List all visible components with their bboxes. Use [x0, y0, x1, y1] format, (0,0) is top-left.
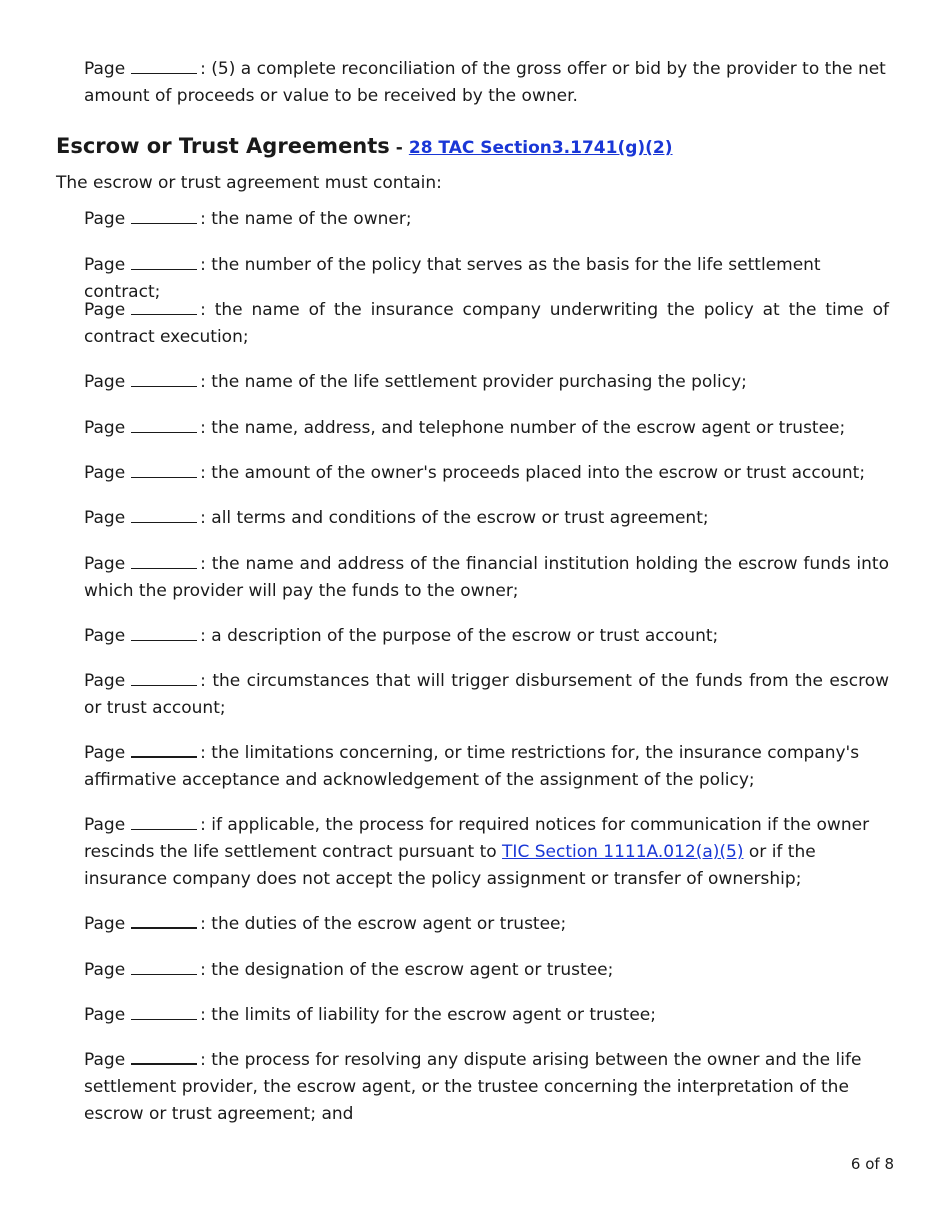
checklist-item [84, 505, 889, 532]
page-label: Page [84, 671, 126, 691]
page-number-blank[interactable] [131, 416, 197, 433]
page-label: Page [84, 508, 126, 528]
page-label: Page [84, 626, 126, 646]
page-footer-number: 6 of 8 [850, 1155, 894, 1173]
checklist-item [84, 668, 889, 722]
item-text: : the designation of the escrow agent or trustee; [200, 960, 614, 980]
section-title: Escrow or Trust Agreements [56, 134, 390, 158]
page-number-blank[interactable] [131, 370, 197, 387]
section-intro: The escrow or trust agreement must contain: [56, 173, 442, 193]
page-number-blank[interactable] [131, 253, 197, 270]
page-label: Page [84, 1050, 126, 1070]
page-number-blank[interactable] [131, 57, 197, 74]
checklist-item [84, 56, 889, 110]
checklist-item [84, 415, 889, 442]
item-text: : the limits of liability for the escrow agent or trustee; [200, 1005, 656, 1025]
page-label: Page [84, 815, 126, 835]
page-label: Page [84, 743, 126, 763]
page-label: Page [84, 372, 126, 392]
page-number-blank[interactable] [131, 298, 197, 315]
checklist-item [84, 812, 889, 893]
item-text: : the duties of the escrow agent or trustee; [200, 914, 567, 934]
checklist-item [84, 206, 889, 233]
tic-section-link[interactable]: TIC Section 1111A.012(a)(5) [502, 842, 744, 862]
item-text: : the name, address, and telephone number of the escrow agent or trustee; [200, 418, 846, 438]
page-label: Page [84, 418, 126, 438]
checklist-item [84, 460, 889, 487]
page-number-blank[interactable] [131, 813, 197, 830]
page-number-blank[interactable] [131, 958, 197, 975]
item-text: : the number of the policy that serves as the basis for the life settlement contract; [84, 255, 821, 302]
item-text: : a description of the purpose of the escrow or trust account; [200, 626, 719, 646]
page-label: Page [84, 554, 126, 574]
checklist-item [84, 957, 889, 984]
checklist-item [84, 1002, 889, 1029]
section-reference-link[interactable]: 28 TAC Section3.1741(g)(2) [408, 138, 673, 158]
item-text: : the name of the insurance company underwriting the policy at the time of contract execution; [84, 300, 889, 347]
checklist-item [84, 623, 889, 650]
item-text: : if applicable, the process for required notices for communication if the owner rescinds the life settlement contract pursuant to [84, 815, 870, 862]
checklist-item [84, 297, 889, 351]
page-label: Page [84, 914, 126, 934]
item-text: : the amount of the owner's proceeds placed into the escrow or trust account; [200, 463, 866, 483]
page-label: Page [84, 1005, 126, 1025]
page-number-blank[interactable] [131, 552, 197, 569]
page-number-blank[interactable] [131, 911, 197, 929]
item-text: : the circumstances that will trigger disbursement of the funds from the escrow or trust account; [84, 671, 889, 718]
page-label: Page [84, 209, 126, 229]
page-label: Page [84, 255, 126, 275]
section-heading [56, 131, 673, 163]
page-number-blank[interactable] [131, 740, 197, 758]
item-text: : (5) a complete reconciliation of the gross offer or bid by the provider to the net amount of proceeds or value to be received by the owner. [84, 59, 886, 106]
item-text: : the limitations concerning, or time restrictions for, the insurance company's affirmative acceptance and acknowledgement of the assignment of the policy; [84, 743, 860, 790]
checklist-item [84, 551, 889, 605]
checklist-item [84, 369, 889, 396]
page-number-blank[interactable] [131, 624, 197, 641]
page-number-blank[interactable] [131, 461, 197, 478]
page-label: Page [84, 463, 126, 483]
item-text: : the process for resolving any dispute arising between the owner and the life settlement provider, the escrow agent, or the trustee concerning the interpretation of the escrow or trust agreement; and [84, 1050, 862, 1124]
page-number-blank[interactable] [131, 1003, 197, 1020]
checklist-item [84, 1047, 889, 1128]
item-text: : the name of the owner; [200, 209, 412, 229]
page-label: Page [84, 960, 126, 980]
item-text: : the name of the life settlement provider purchasing the policy; [200, 372, 747, 392]
page-number-blank[interactable] [131, 669, 197, 686]
checklist-item [84, 740, 889, 794]
item-text: : the name and address of the financial institution holding the escrow funds into which the provider will pay the funds to the owner; [84, 554, 889, 601]
section-separator: - [395, 138, 403, 158]
page-number-blank[interactable] [131, 506, 197, 523]
item-text-continued: or if the insurance company does not accept the policy assignment or transfer of ownership; [84, 842, 816, 889]
page-label: Page [84, 300, 126, 320]
checklist-item [84, 911, 889, 938]
item-text: : all terms and conditions of the escrow or trust agreement; [200, 508, 709, 528]
page-number-blank[interactable] [131, 1047, 197, 1065]
page-number-blank[interactable] [131, 207, 197, 224]
page-label: Page [84, 59, 126, 79]
